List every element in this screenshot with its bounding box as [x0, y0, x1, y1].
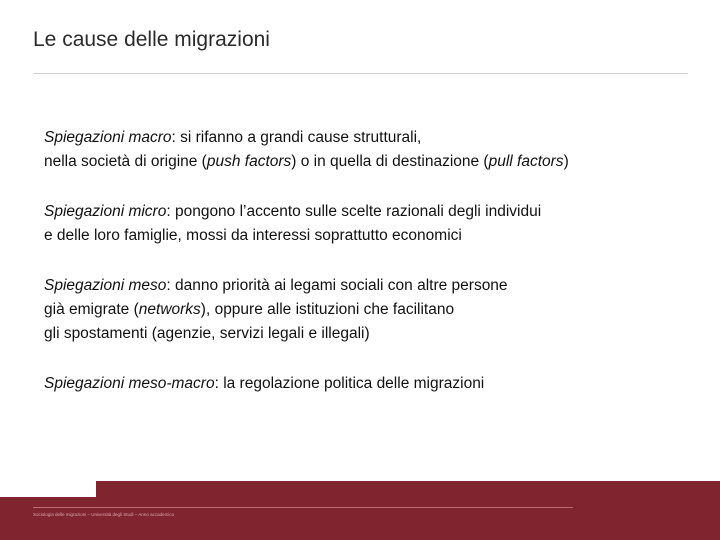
paragraph-meso — [44, 274, 684, 346]
paragraph-line — [44, 274, 684, 298]
term-push-factors: push factors — [206, 153, 292, 170]
term-meso: Spiegazioni meso — [44, 277, 167, 294]
text-fragment: nella società di origine ( — [44, 153, 207, 170]
paragraph-line — [44, 200, 684, 224]
text-fragment: : danno priorità ai legami sociali con altre persone — [166, 277, 508, 294]
term-micro: Spiegazioni micro — [44, 203, 167, 220]
paragraph-line — [44, 126, 684, 150]
paragraph-macro — [44, 126, 684, 174]
term-macro: Spiegazioni macro — [44, 129, 172, 146]
text-fragment: già emigrate ( — [44, 301, 139, 318]
text-fragment: ) — [563, 153, 569, 170]
paragraph-line — [44, 372, 684, 396]
footer-divider — [33, 507, 573, 508]
text-fragment: : pongono l’accento sulle scelte razionali degli individui — [166, 203, 542, 220]
term-pull-factors: pull factors — [488, 153, 564, 170]
text-fragment: : la regolazione politica delle migrazioni — [214, 375, 485, 392]
paragraph-line — [44, 298, 684, 322]
paragraph-line — [44, 150, 684, 174]
text-fragment: ) o in quella di destinazione ( — [291, 153, 489, 170]
paragraph-micro — [44, 200, 684, 248]
slide-title: Le cause delle migrazioni — [33, 28, 270, 51]
term-networks: networks — [138, 301, 201, 318]
slide-body — [44, 126, 684, 396]
text-fragment: ), oppure alle istituzioni che facilitano — [200, 301, 455, 318]
term-meso-macro: Spiegazioni meso-macro — [44, 375, 215, 392]
footer-band — [0, 481, 720, 540]
paragraph-meso-macro — [44, 372, 684, 396]
text-fragment: : si rifanno a grandi cause strutturali, — [171, 129, 422, 146]
paragraph-line: gli spostamenti (agenzie, servizi legali e illegali) — [44, 325, 370, 342]
footer-notch — [0, 481, 96, 497]
title-divider — [33, 73, 688, 74]
footer-text: Sociologia delle migrazioni – Università degli Studi – Anno accademico — [33, 512, 175, 517]
paragraph-line: e delle loro famiglie, mossi da interessi soprattutto economici — [44, 227, 462, 244]
